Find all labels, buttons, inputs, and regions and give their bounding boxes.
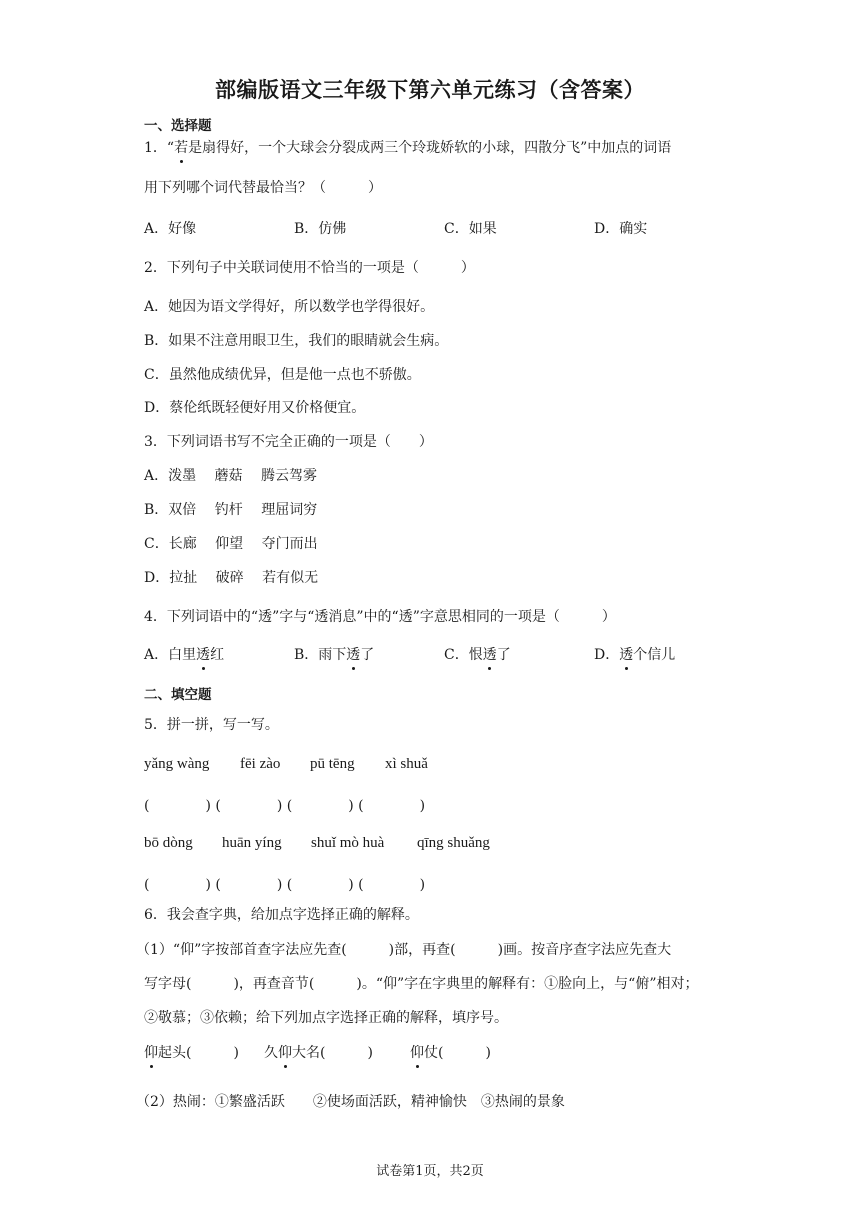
q1-stem-prefix: 1．“ (144, 140, 175, 156)
q5-pinyin: bō dòng (144, 835, 193, 851)
q6-word-3-post: 仗( ) (424, 1045, 491, 1061)
q6-part1-line1: （1）“仰”字按部首查字法应先查( )部，再查( )画。按音序查字法应先查大 (136, 942, 672, 958)
q4-option-d-dotted: 透 (619, 647, 634, 663)
q5-stem: 5．拼一拼，写一写。 (144, 717, 279, 733)
q5-pinyin: pū tēng (310, 756, 355, 772)
q5-answer-blanks[interactable]: ( ) ( ) ( ) ( ) (144, 877, 426, 893)
q6-word-3-dotted: 仰 (410, 1045, 424, 1061)
q1-stem (144, 138, 671, 158)
q5-pinyin: xì shuǎ (385, 756, 428, 772)
q3-option-a[interactable]: A．泼墨 蘑菇 腾云驾雾 (144, 468, 318, 484)
q2-option-c[interactable]: C．虽然他成绩优异，但是他一点也不骄傲。 (144, 367, 421, 383)
q1-option-b[interactable]: B．仿佛 (294, 221, 347, 237)
q1-stem-text: 是扇得好，一个大球会分裂成两三个玲珑娇软的小球，四散分飞”中加点的词语 (188, 140, 672, 156)
q4-option-c-post: 了 (496, 647, 511, 663)
q2-option-b[interactable]: B．如果不注意用眼卫生，我们的眼睛就会生病。 (144, 333, 449, 349)
q5-pinyin: fēi zào (240, 756, 281, 772)
q3-option-b[interactable]: B．双倍 钓杆 理屈词穷 (144, 502, 318, 518)
q1-option-c[interactable]: C．如果 (444, 221, 497, 237)
q5-pinyin: yǎng wàng (144, 756, 210, 772)
section-fill-heading: 二、填空题 (144, 687, 212, 703)
q2-stem: 2．下列句子中关联词使用不恰当的一项是（ ） (144, 260, 475, 276)
q1-dotted-word: 若 (174, 140, 189, 156)
q5-pinyin: huān yíng (222, 835, 282, 851)
q4-option-b-pre: B．雨下 (294, 647, 347, 663)
q4-option-c-pre: C．恨 (444, 647, 483, 663)
q4-option-d-pre: D． (594, 647, 620, 663)
q5-pinyin: qīng shuǎng (417, 835, 490, 851)
q3-option-c[interactable]: C．长廊 仰望 夺门而出 (144, 536, 318, 552)
q2-option-a[interactable]: A．她因为语文学得好，所以数学也学得很好。 (144, 299, 435, 315)
q4-option-b[interactable] (294, 645, 374, 665)
q6-stem: 6．我会查字典，给加点字选择正确的解释。 (144, 907, 419, 923)
q6-part2: （2）热闹：①繁盛活跃 ②使场面活跃，精神愉快 ③热闹的景象 (136, 1094, 565, 1110)
q1-option-a[interactable]: A．好像 (144, 221, 197, 237)
page-footer: 试卷第1页，共2页 (376, 1164, 484, 1179)
q6-part1-line3: ②敬慕；③依赖；给下列加点字选择正确的解释，填序号。 (144, 1010, 508, 1026)
q4-option-d-post: 个信儿 (633, 647, 676, 663)
q6-word-3[interactable] (410, 1043, 491, 1063)
q1-option-d[interactable]: D．确实 (594, 221, 648, 237)
q4-option-b-dotted: 透 (346, 647, 361, 663)
page-title: 部编版语文三年级下第六单元练习（含答案） (215, 78, 645, 102)
q4-option-a-dotted: 透 (196, 647, 211, 663)
q6-part1-line2: 写字母( )，再查音节( )。“仰”字在字典里的解释有：①脸向上，与“俯”相对； (144, 976, 699, 992)
q6-word-2-pre: 久 (264, 1045, 278, 1061)
q4-option-a-pre: A．白里 (144, 647, 197, 663)
q4-option-c[interactable] (444, 645, 511, 665)
q4-option-d[interactable] (594, 645, 675, 665)
q3-stem: 3．下列词语书写不完全正确的一项是（ ） (144, 434, 433, 450)
q6-word-2-dotted: 仰 (278, 1045, 292, 1061)
q6-word-1-dotted: 仰 (144, 1045, 158, 1061)
q1-stem-line2: 用下列哪个词代替最恰当？（ ） (144, 180, 382, 196)
q4-option-b-post: 了 (360, 647, 375, 663)
q3-option-d[interactable]: D．拉扯 破碎 若有似无 (144, 570, 319, 586)
q5-answer-blanks[interactable]: ( ) ( ) ( ) ( ) (144, 798, 426, 814)
section-choice-heading: 一、选择题 (144, 118, 212, 134)
q4-option-a[interactable] (144, 645, 224, 665)
q5-pinyin: shuǐ mò huà (311, 835, 385, 851)
q4-option-c-dotted: 透 (482, 647, 497, 663)
q4-option-a-post: 红 (210, 647, 225, 663)
q2-option-d[interactable]: D．蔡伦纸既轻便好用又价格便宜。 (144, 400, 366, 416)
q6-word-2-post: 大名( ) (292, 1045, 373, 1061)
q6-word-1-post: 起头( ) (158, 1045, 239, 1061)
q4-stem: 4．下列词语中的“透”字与“透消息”中的“透”字意思相同的一项是（ ） (144, 609, 616, 625)
q6-word-2[interactable] (264, 1043, 373, 1063)
q6-word-1[interactable] (144, 1043, 239, 1063)
